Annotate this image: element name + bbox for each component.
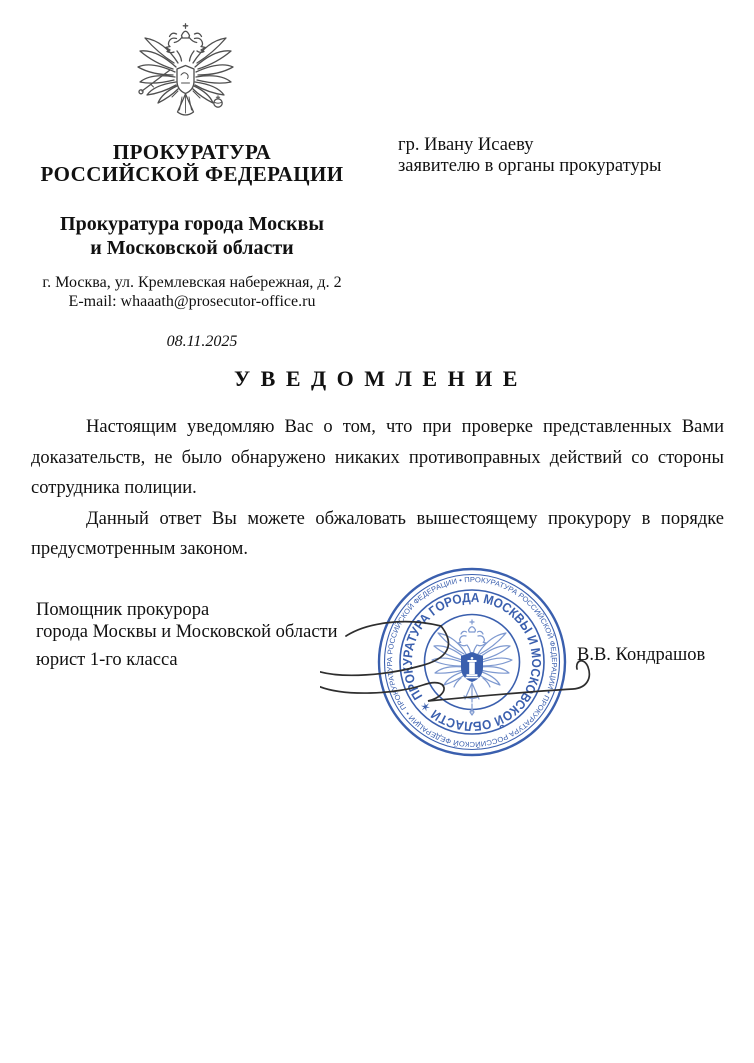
org-address-line: г. Москва, ул. Кремлевская набережная, д. 2 — [42, 274, 342, 291]
signer-rank: юрист 1-го класса — [36, 650, 178, 670]
org-name-line2: РОССИЙСКОЙ ФЕДЕРАЦИИ — [40, 161, 344, 186]
body-paragraph-2: Данный ответ Вы можете обжаловать вышестоящему прокурору в порядке предусмотренным законом. — [31, 508, 724, 559]
signer-position-block — [36, 599, 338, 671]
document-date: 08.11.2025 — [166, 333, 238, 350]
document-title: У В Е Д О М Л Е Н И Е — [234, 366, 520, 391]
org-address — [22, 274, 362, 311]
org-name — [22, 142, 362, 185]
org-name-line1: ПРОКУРАТУРА — [112, 140, 272, 164]
signer-position-line2: города Москвы и Московской области — [36, 622, 338, 642]
seal-inner-ring-text: ПРОКУРАТУРА ГОРОДА МОСКВЫ И МОСКОВСКОЙ ОБЛАСТИ ✶ — [399, 589, 545, 735]
org-email-line: E-mail: whaaath@prosecutor-office.ru — [68, 292, 316, 310]
body-paragraph-1: Настоящим уведомляю Вас о том, что при проверке представленных Вами доказательств, не было обнаружено никаких противоправных действий со стороны сотрудника полиции. — [31, 417, 724, 498]
seal-outer-ring-text: ПРОКУРАТУРА РОССИЙСКОЙ ФЕДЕРАЦИИ • ПРОКУРАТУРА РОССИЙСКОЙ ФЕДЕРАЦИИ • ПРОКУРАТУРА РОССИЙСКОЙ ФЕДЕРАЦИИ • — [384, 574, 560, 749]
division-name-line1: Прокуратура города Москвы — [60, 213, 324, 235]
handwritten-signature-icon — [320, 600, 610, 715]
addressee-role: заявителю в органы прокуратуры — [398, 156, 662, 176]
addressee-name: гр. Ивану Исаеву — [398, 135, 534, 155]
document-body — [31, 412, 724, 565]
addressee-block — [398, 135, 661, 177]
signer-name: В.В. Кондрашов — [577, 645, 706, 665]
russian-coat-of-arms-icon — [137, 23, 234, 133]
division-name — [22, 212, 362, 260]
signer-position-line1: Помощник прокурора — [36, 600, 210, 620]
division-name-line2: и Московской области — [90, 237, 294, 259]
